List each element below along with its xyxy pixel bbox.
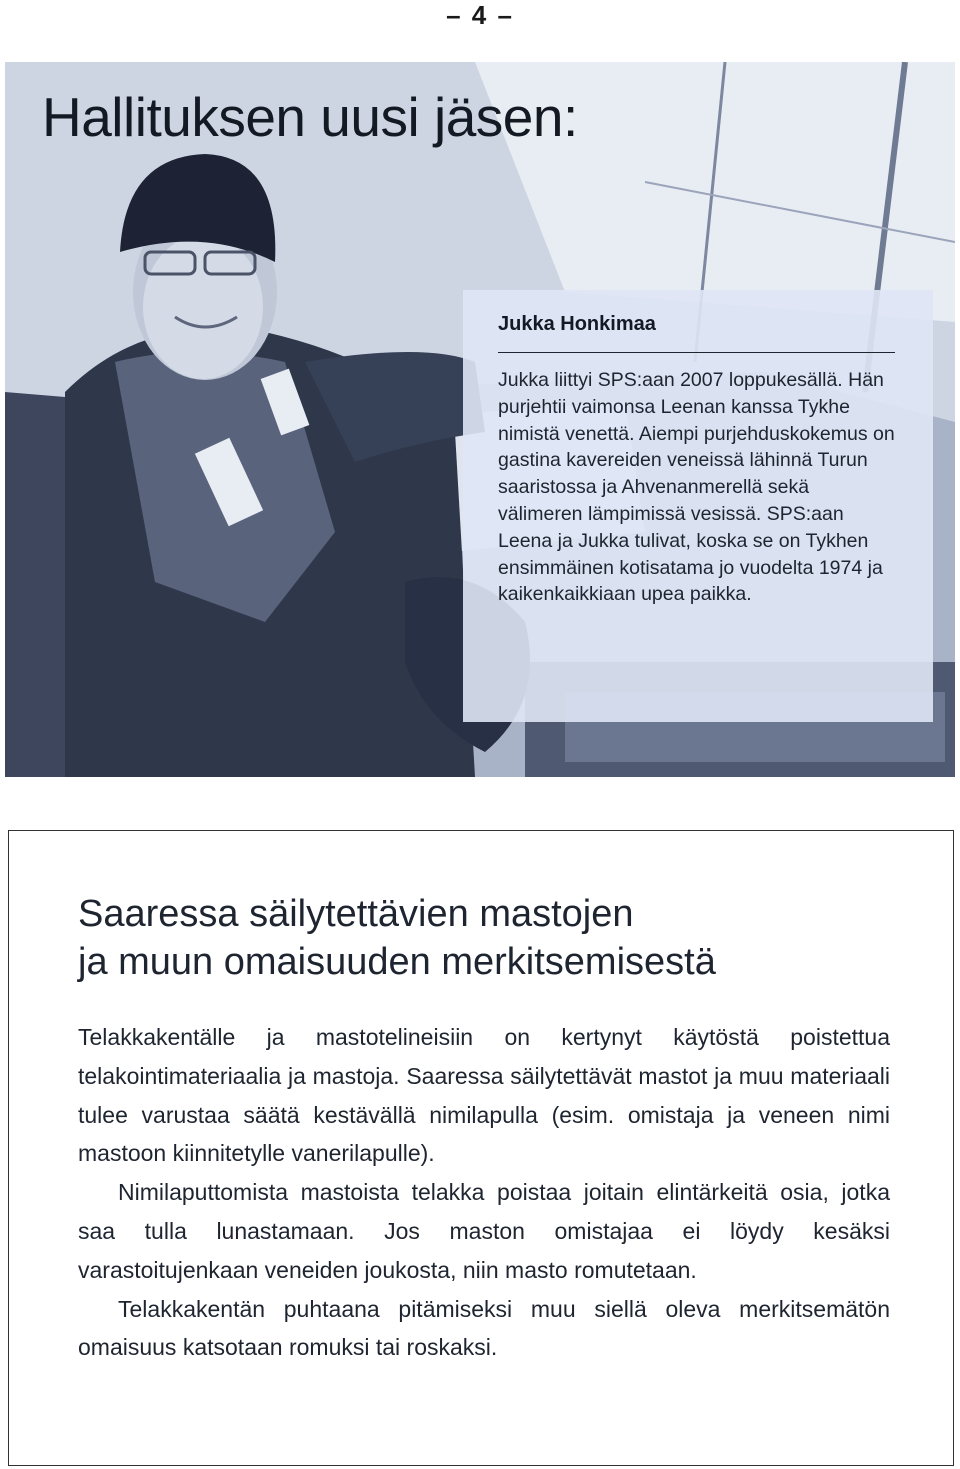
profile-name: Jukka Honkimaa	[498, 313, 656, 335]
profile-info-panel	[463, 290, 933, 722]
notice-paragraph-1: Telakkakentälle ja mastotelineisiin on kertynyt käytöstä poistettua telakointimateriaalia ja mastoja. Saaressa säilytettävät mastot ja muu materiaali tulee varustaa säätä kestävällä nimilapulla (esim. omistaja ja veneen nimi mastoon kiinnitetylle vanerilapulle).	[78, 1024, 890, 1167]
divider	[498, 352, 895, 353]
notice-paragraph-2: Nimilaputtomista mastoista telakka poistaa joitain elintärkeitä osia, jotka saa tulla lunastamaan. Jos maston omistajaa ei löydy kesäksi varastoitujenkaan veneiden joukosta, niin masto romutetaan.	[78, 1179, 890, 1283]
notice-body	[78, 1018, 890, 1367]
profile-text: Jukka liittyi SPS:aan 2007 loppukesällä. Hän purjehtii vaimonsa Leenan kanssa Tykhe nimistä venettä. Aiempi purjehduskokemus on gastina kavereiden veneissä lähinnä Turun saaristossa ja Ahvenanmerellä sekä välimeren lämpimissä vesissä. SPS:aan Leena ja Jukka tulivat, koska se on Tykhen ensimmäinen kotisatama jo vuodelta 1974 ja kaikenkaikkiaan upea paikka.	[498, 369, 895, 606]
notice-heading	[78, 890, 716, 986]
notice-heading-line-1: Saaressa säilytettävien mastojen	[78, 893, 634, 935]
page-title: Hallituksen uusi jäsen:	[42, 86, 578, 148]
notice-paragraph-3: Telakkakentän puhtaana pitämiseksi muu siellä oleva merkitsemätön omaisuus katsotaan romuksi tai roskaksi.	[78, 1295, 890, 1361]
notice-heading-line-2: ja muun omaisuuden merkitsemisestä	[78, 941, 716, 983]
page-number: – 4 –	[446, 0, 514, 30]
